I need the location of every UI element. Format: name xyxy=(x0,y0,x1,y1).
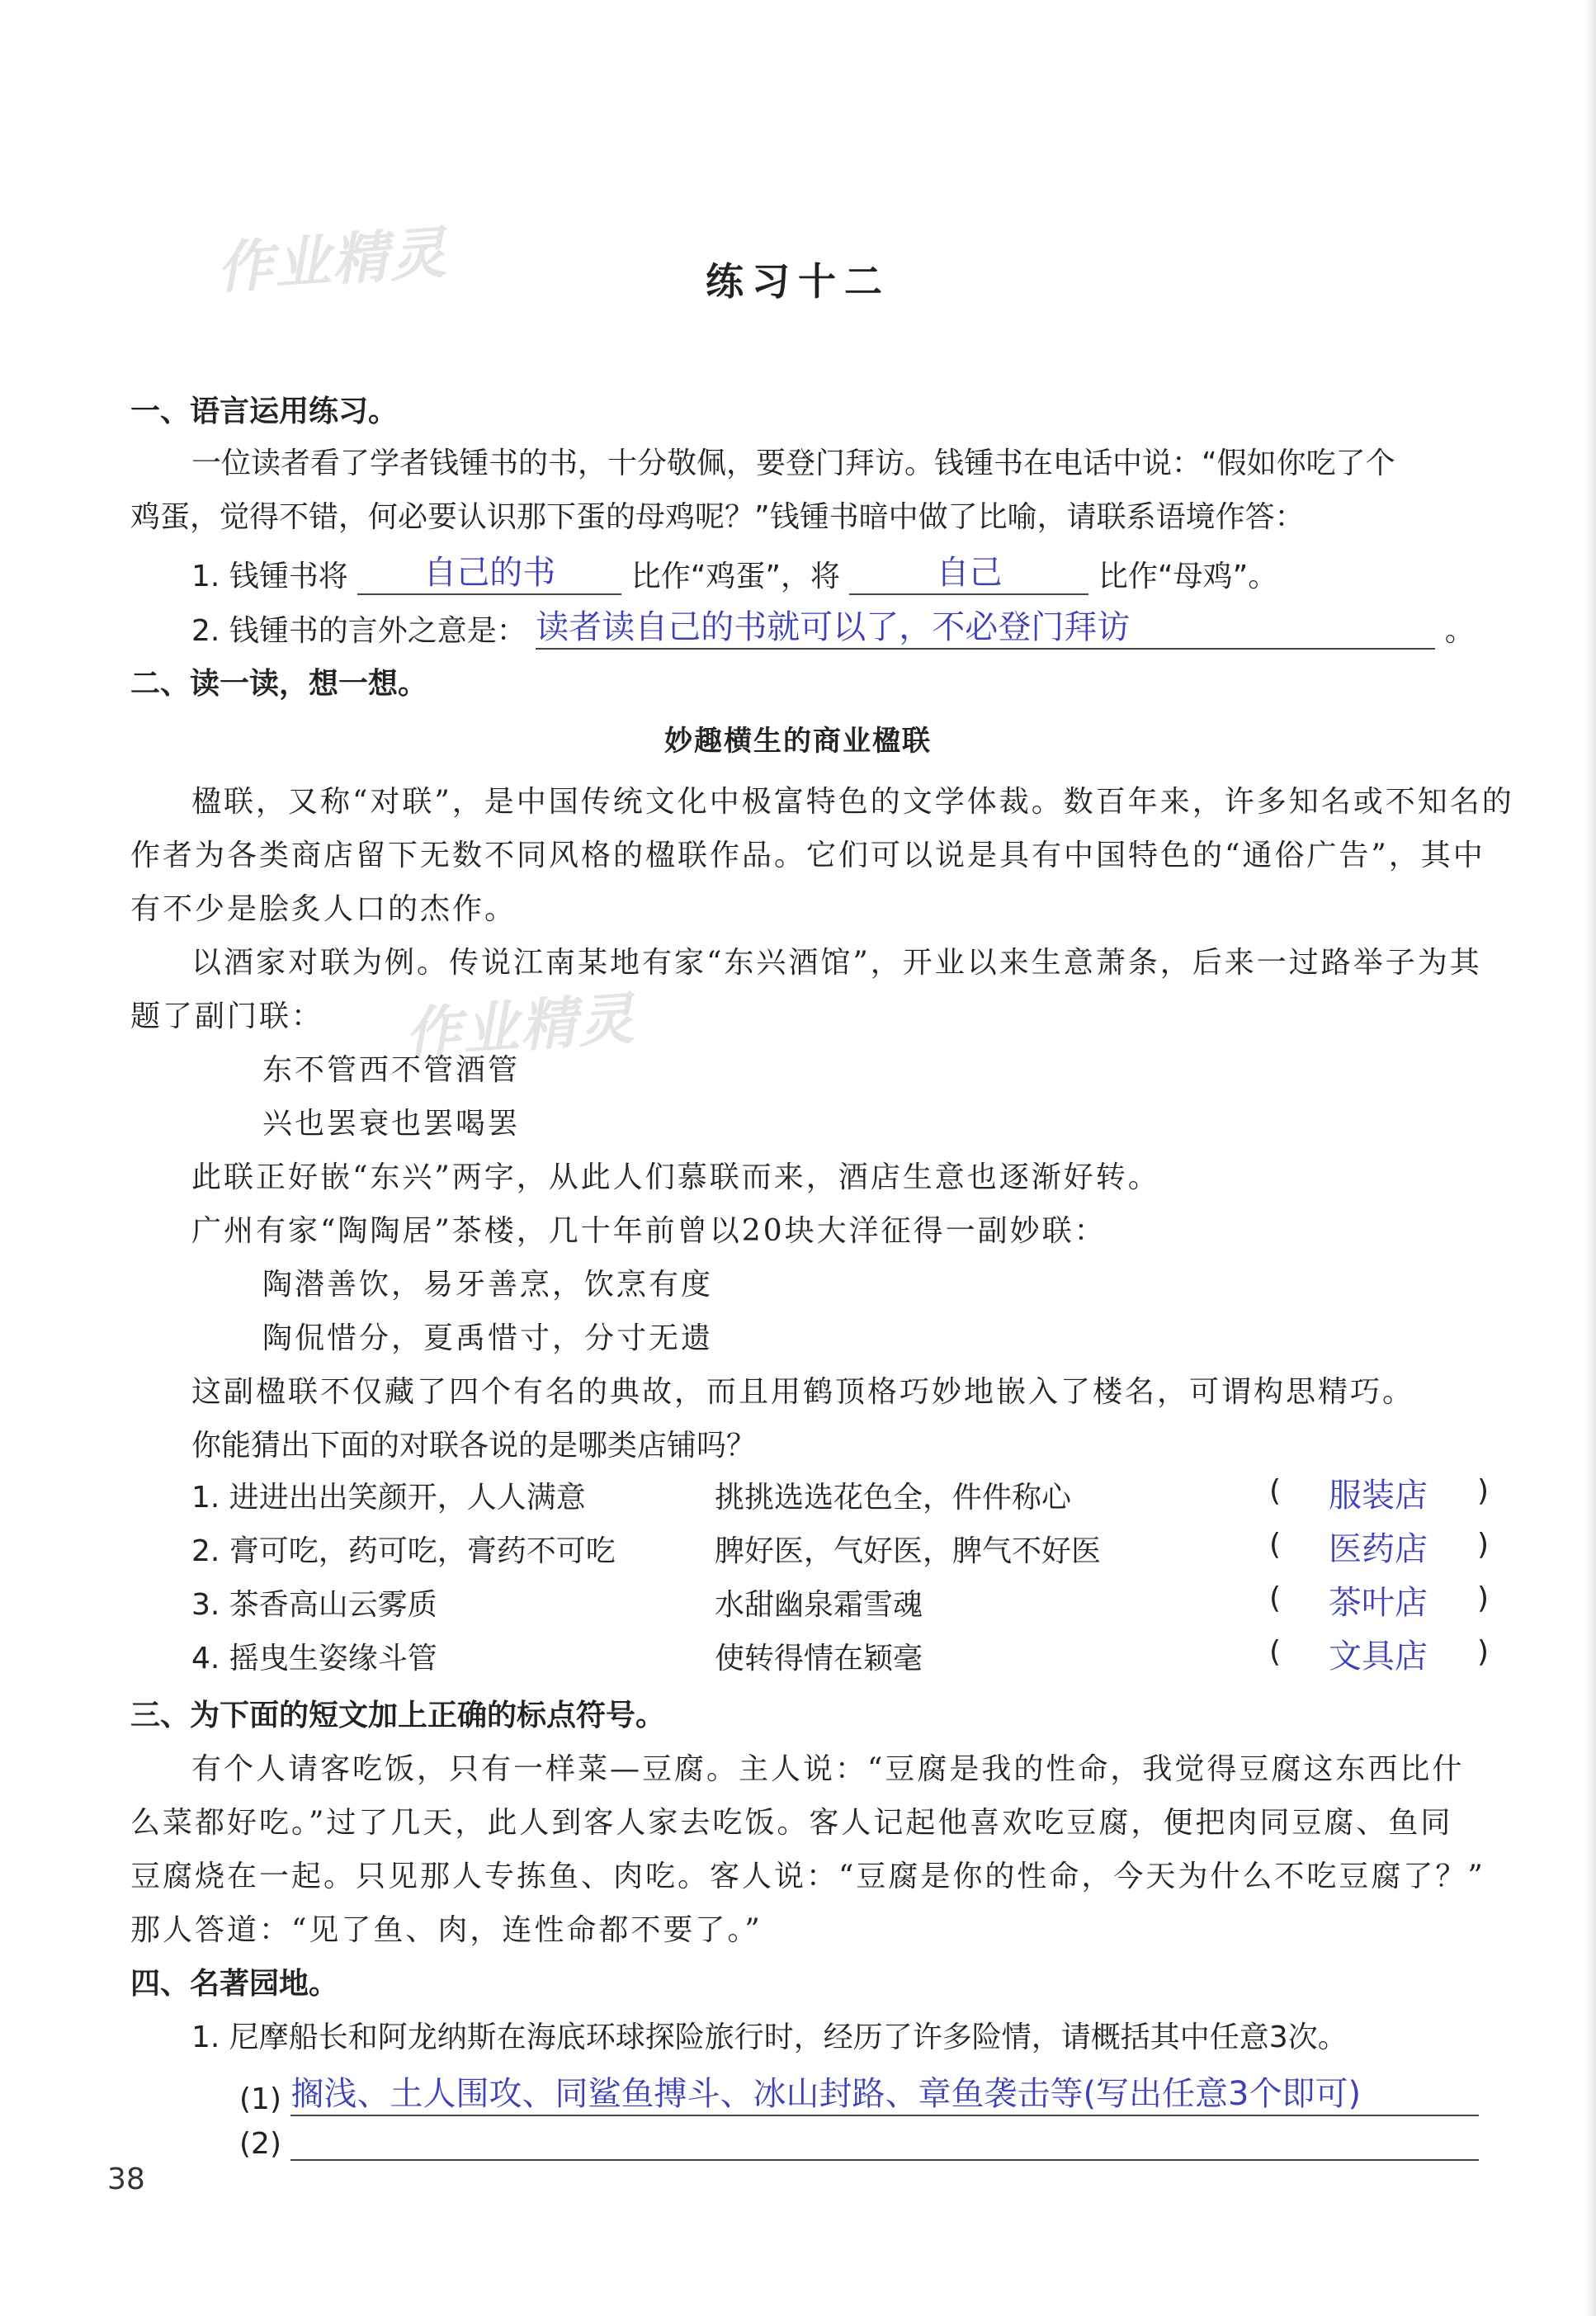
section3-line3: 豆腐烧在一起。只见那人专拣鱼、肉吃。客人说：“豆腐是你的性命，今天为什么不吃豆腐了？” xyxy=(130,1860,1485,1893)
q1-prefix: 1. 钱锺书将 xyxy=(191,560,348,593)
couplet2-upper: 陶潜善饮，易牙善烹，饮烹有度 xyxy=(262,1268,714,1302)
section4-question1: 1. 尼摩船长和阿龙纳斯在海底环球探险旅行时，经历了许多险情，请概括其中任意3次。 xyxy=(191,2021,1348,2054)
q2-prefix: 2. 钱锺书的言外之意是： xyxy=(191,614,526,648)
item2-paren-open: ( xyxy=(1269,1528,1282,1562)
watermark-middle: 作业精灵 xyxy=(403,986,638,1068)
item4-right: 使转得情在颖毫 xyxy=(715,1642,923,1676)
article-p4: 广州有家“陶陶居”茶楼，几十年前曾以20块大洋征得一副妙联： xyxy=(191,1214,1107,1248)
page-title: 练习十二 xyxy=(706,259,890,304)
item3-left: 3. 茶香高山云雾质 xyxy=(191,1588,437,1622)
section1-heading: 一、语言运用练习。 xyxy=(130,395,399,428)
answer2-blank[interactable] xyxy=(290,2121,1479,2161)
article-p5: 这副楹联不仅藏了四个有名的典故，而且用鹤顶格巧妙地嵌入了楼名，可谓构思精巧。 xyxy=(191,1375,1415,1409)
watermark-top: 作业精灵 xyxy=(215,220,450,302)
item2-left: 2. 膏可吃，药可吃，膏药不可吃 xyxy=(191,1534,616,1568)
section1-question2 xyxy=(191,601,1475,650)
q1-answer-b: 自己 xyxy=(936,554,1003,592)
item1-paren-close: ) xyxy=(1477,1474,1490,1508)
section4-answer1 xyxy=(239,2068,1479,2116)
couplet2-lower: 陶侃惜分，夏禹惜寸，分寸无遗 xyxy=(262,1321,714,1355)
section3-heading: 三、为下面的短文加上正确的标点符号。 xyxy=(130,1699,666,1732)
section3-line1: 有个人请客吃饭，只有一样菜—豆腐。主人说：“豆腐是我的性命，我觉得豆腐这东西比什 xyxy=(191,1752,1465,1786)
item4-answer[interactable]: 文具店 xyxy=(1329,1638,1428,1676)
section3-line2: 么菜都好吃。”过了几天，此人到客人家去吃饭。客人记起他喜欢吃豆腐，便把肉同豆腐、鱼同 xyxy=(130,1806,1453,1840)
item1-paren-open: ( xyxy=(1269,1474,1282,1508)
item3-right: 水甜幽泉霜雪魂 xyxy=(715,1588,923,1622)
article-p1-line1: 楹联，又称“对联”，是中国传统文化中极富特色的文学体裁。数百年来，许多知名或不知名的 xyxy=(191,785,1514,819)
item4-paren-open: ( xyxy=(1269,1635,1282,1669)
section1-question1 xyxy=(191,546,1277,595)
q2-suffix: 。 xyxy=(1444,614,1475,648)
page-number: 38 xyxy=(107,2162,145,2196)
item1-answer[interactable]: 服装店 xyxy=(1329,1477,1428,1515)
item2-right: 脾好医，气好医，脾气不好医 xyxy=(715,1534,1102,1568)
item2-answer[interactable]: 医药店 xyxy=(1329,1530,1428,1568)
answer1-label: (1) xyxy=(239,2082,281,2116)
section4-answer2 xyxy=(239,2121,1479,2161)
q2-blank[interactable] xyxy=(536,601,1435,650)
item4-left: 4. 摇曳生姿缘斗管 xyxy=(191,1642,437,1676)
article-p2-line1: 以酒家对联为例。传说江南某地有家“东兴酒馆”，开业以来生意萧条，后来一过路举子为其 xyxy=(191,946,1482,980)
item3-paren-close: ) xyxy=(1477,1581,1490,1615)
item4-paren-close: ) xyxy=(1477,1635,1490,1669)
couplet1-lower: 兴也罢衰也罢喝罢 xyxy=(262,1107,521,1141)
answer1-blank[interactable] xyxy=(290,2068,1479,2116)
article-p1-line3: 有不少是脍炙人口的杰作。 xyxy=(130,892,517,926)
q1-suffix: 比作“母鸡”。 xyxy=(1098,560,1278,593)
answer1-text: 搁浅、土人围攻、同鲨鱼搏斗、冰山封路、章鱼袭击等(写出任意3个即可) xyxy=(290,2075,1362,2113)
item1-left: 1. 进进出出笑颜开，人人满意 xyxy=(191,1481,586,1515)
section4-heading: 四、名著园地。 xyxy=(130,1967,339,2001)
section1-intro-line2: 鸡蛋，觉得不错，何必要认识那下蛋的母鸡呢？”钱锺书暗中做了比喻，请联系语境作答： xyxy=(130,500,1305,534)
q1-blank-b[interactable] xyxy=(849,546,1088,595)
q1-mid: 比作“鸡蛋”，将 xyxy=(630,560,841,593)
item1-right: 挑挑选选花色全，件件称心 xyxy=(715,1481,1072,1515)
article-p2-line2: 题了副门联： xyxy=(130,1000,324,1033)
q1-blank-a[interactable] xyxy=(357,546,621,595)
couplet1-upper: 东不管西不管酒管 xyxy=(262,1053,521,1087)
page-edge-shadow xyxy=(1584,0,1596,2316)
item2-paren-close: ) xyxy=(1477,1528,1490,1562)
section2-heading: 二、读一读，想一想。 xyxy=(130,667,428,701)
section3-line4: 那人答道：“见了鱼、肉，连性命都不要了。” xyxy=(130,1913,763,1947)
article-p1-line2: 作者为各类商店留下无数不同风格的楹联作品。它们可以说是具有中国特色的“通俗广告”，其中 xyxy=(130,839,1485,872)
article-p3: 此联正好嵌“东兴”两字，从此人们慕联而来，酒店生意也逐渐好转。 xyxy=(191,1160,1160,1194)
q1-answer-a: 自己的书 xyxy=(423,554,556,592)
q2-answer: 读者读自己的书就可以了，不必登门拜访 xyxy=(536,608,1131,646)
item3-paren-open: ( xyxy=(1269,1581,1282,1615)
answer2-label: (2) xyxy=(239,2127,281,2161)
article-title: 妙趣横生的商业楹联 xyxy=(664,725,932,758)
item3-answer[interactable]: 茶叶店 xyxy=(1329,1584,1428,1622)
section1-intro-line1: 一位读者看了学者钱锺书的书，十分敬佩，要登门拜访。钱锺书在电话中说：“假如你吃了个 xyxy=(191,447,1395,480)
section2-question: 你能猜出下面的对联各说的是哪类店铺吗？ xyxy=(191,1429,757,1463)
